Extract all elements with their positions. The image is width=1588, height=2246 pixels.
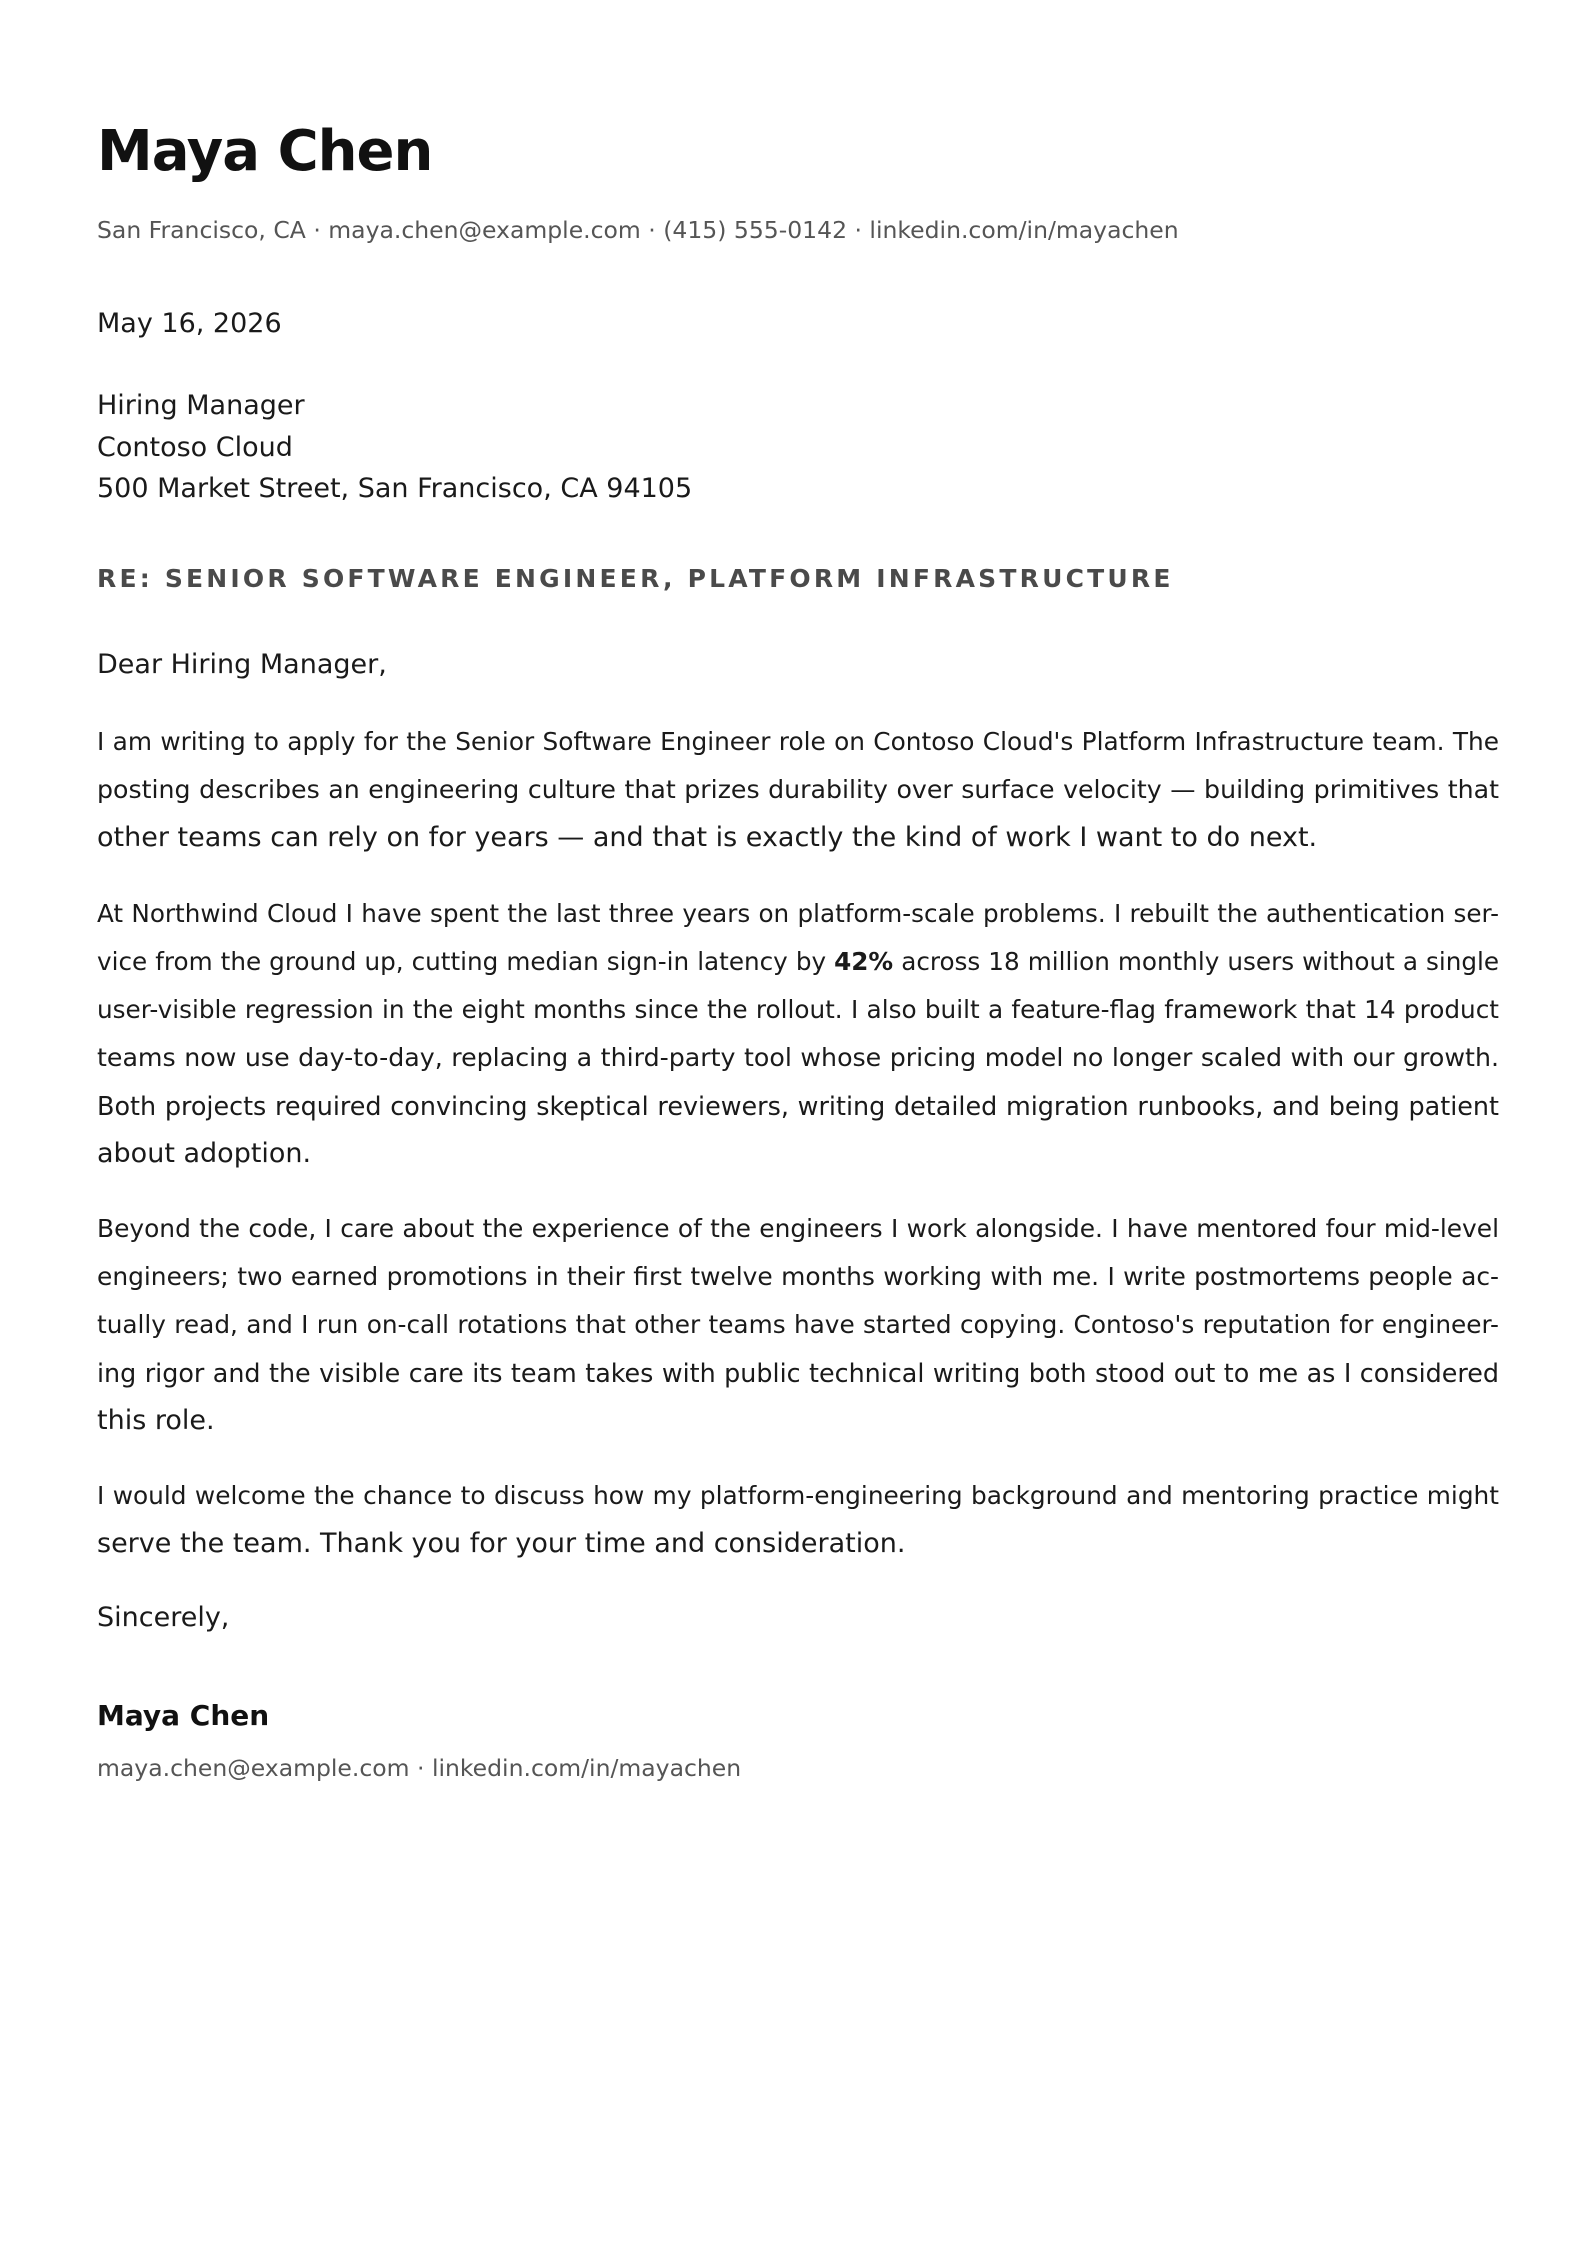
paragraph-line: I would welcome the chance to discuss how my platform-engineering background and mentoring practice might [97,1481,1499,1510]
body-paragraph-3 [97,1205,1499,1445]
recipient-title: Hiring Manager [97,390,305,421]
paragraph-line: I am writing to apply for the Senior Software Engineer role on Contoso Cloud's Platform Infrastructure team. The [97,727,1499,756]
applicant-name: Maya Chen [97,119,433,184]
closing: Sincerely, [97,1602,230,1633]
recipient-company: Contoso Cloud [97,431,293,463]
paragraph-line: other teams can rely on for years — and that is exactly the kind of work I want to do next. [97,822,1318,853]
paragraph-line: teams now use day-to-day, replacing a third-party tool whose pricing model no longer scaled with our growth. [97,1043,1499,1072]
paragraph-line: user-visible regression in the eight months since the rollout. I also built a feature-flag framework that 14 product [97,995,1499,1024]
subject-line: RE: SENIOR SOFTWARE ENGINEER, PLATFORM INFRASTRUCTURE [97,564,1174,593]
paragraph-line: about adoption. [97,1138,312,1169]
recipient-street: 500 Market Street, San Francisco, CA 94105 [97,473,693,504]
paragraph-line: At Northwind Cloud I have spent the last three years on platform-scale problems. I rebuilt the authentication ser- [97,899,1499,928]
paragraph-line: posting describes an engineering culture that prizes durability over surface velocity — building primitives that [97,775,1499,804]
latency-improvement-figure: 42% [834,947,894,976]
paragraph-line: this role. [97,1405,215,1436]
paragraph-text: across 18 million monthly users without a single [893,947,1499,976]
body-paragraph-1 [97,718,1499,862]
paragraph-line: engineers; two earned promotions in their first twelve months working with me. I write postmortems people ac- [97,1262,1499,1291]
paragraph-line: ing rigor and the visible care its team takes with public technical writing both stood out to me as I considered [97,1358,1499,1388]
salutation: Dear Hiring Manager, [97,649,387,680]
paragraph-line: Both projects required convincing skeptical reviewers, writing detailed migration runbooks, and being patient [97,1091,1499,1121]
body-paragraph-4 [97,1472,1499,1568]
paragraph-line: serve the team. Thank you for your time and consideration. [97,1528,906,1559]
recipient-address [97,385,692,510]
paragraph-line: Beyond the code, I care about the experience of the engineers I work alongside. I have mentored four mid-level [97,1214,1499,1243]
paragraph-text: vice from the ground up, cutting median sign-in latency by [97,947,835,976]
paragraph-line: tually read, and I run on-call rotations that other teams have started copying. Contoso's reputation for engineer- [97,1310,1499,1339]
letter-date: May 16, 2026 [97,308,282,339]
body-paragraph-2 [97,890,1499,1178]
signature-name: Maya Chen [97,1699,270,1732]
contact-info: San Francisco, CA · maya.chen@example.com · (415) 555-0142 · linkedin.com/in/mayachen [97,216,1179,244]
signature-contact: maya.chen@example.com · linkedin.com/in/mayachen [97,1754,742,1782]
paragraph-line-with-highlight [97,938,1499,986]
